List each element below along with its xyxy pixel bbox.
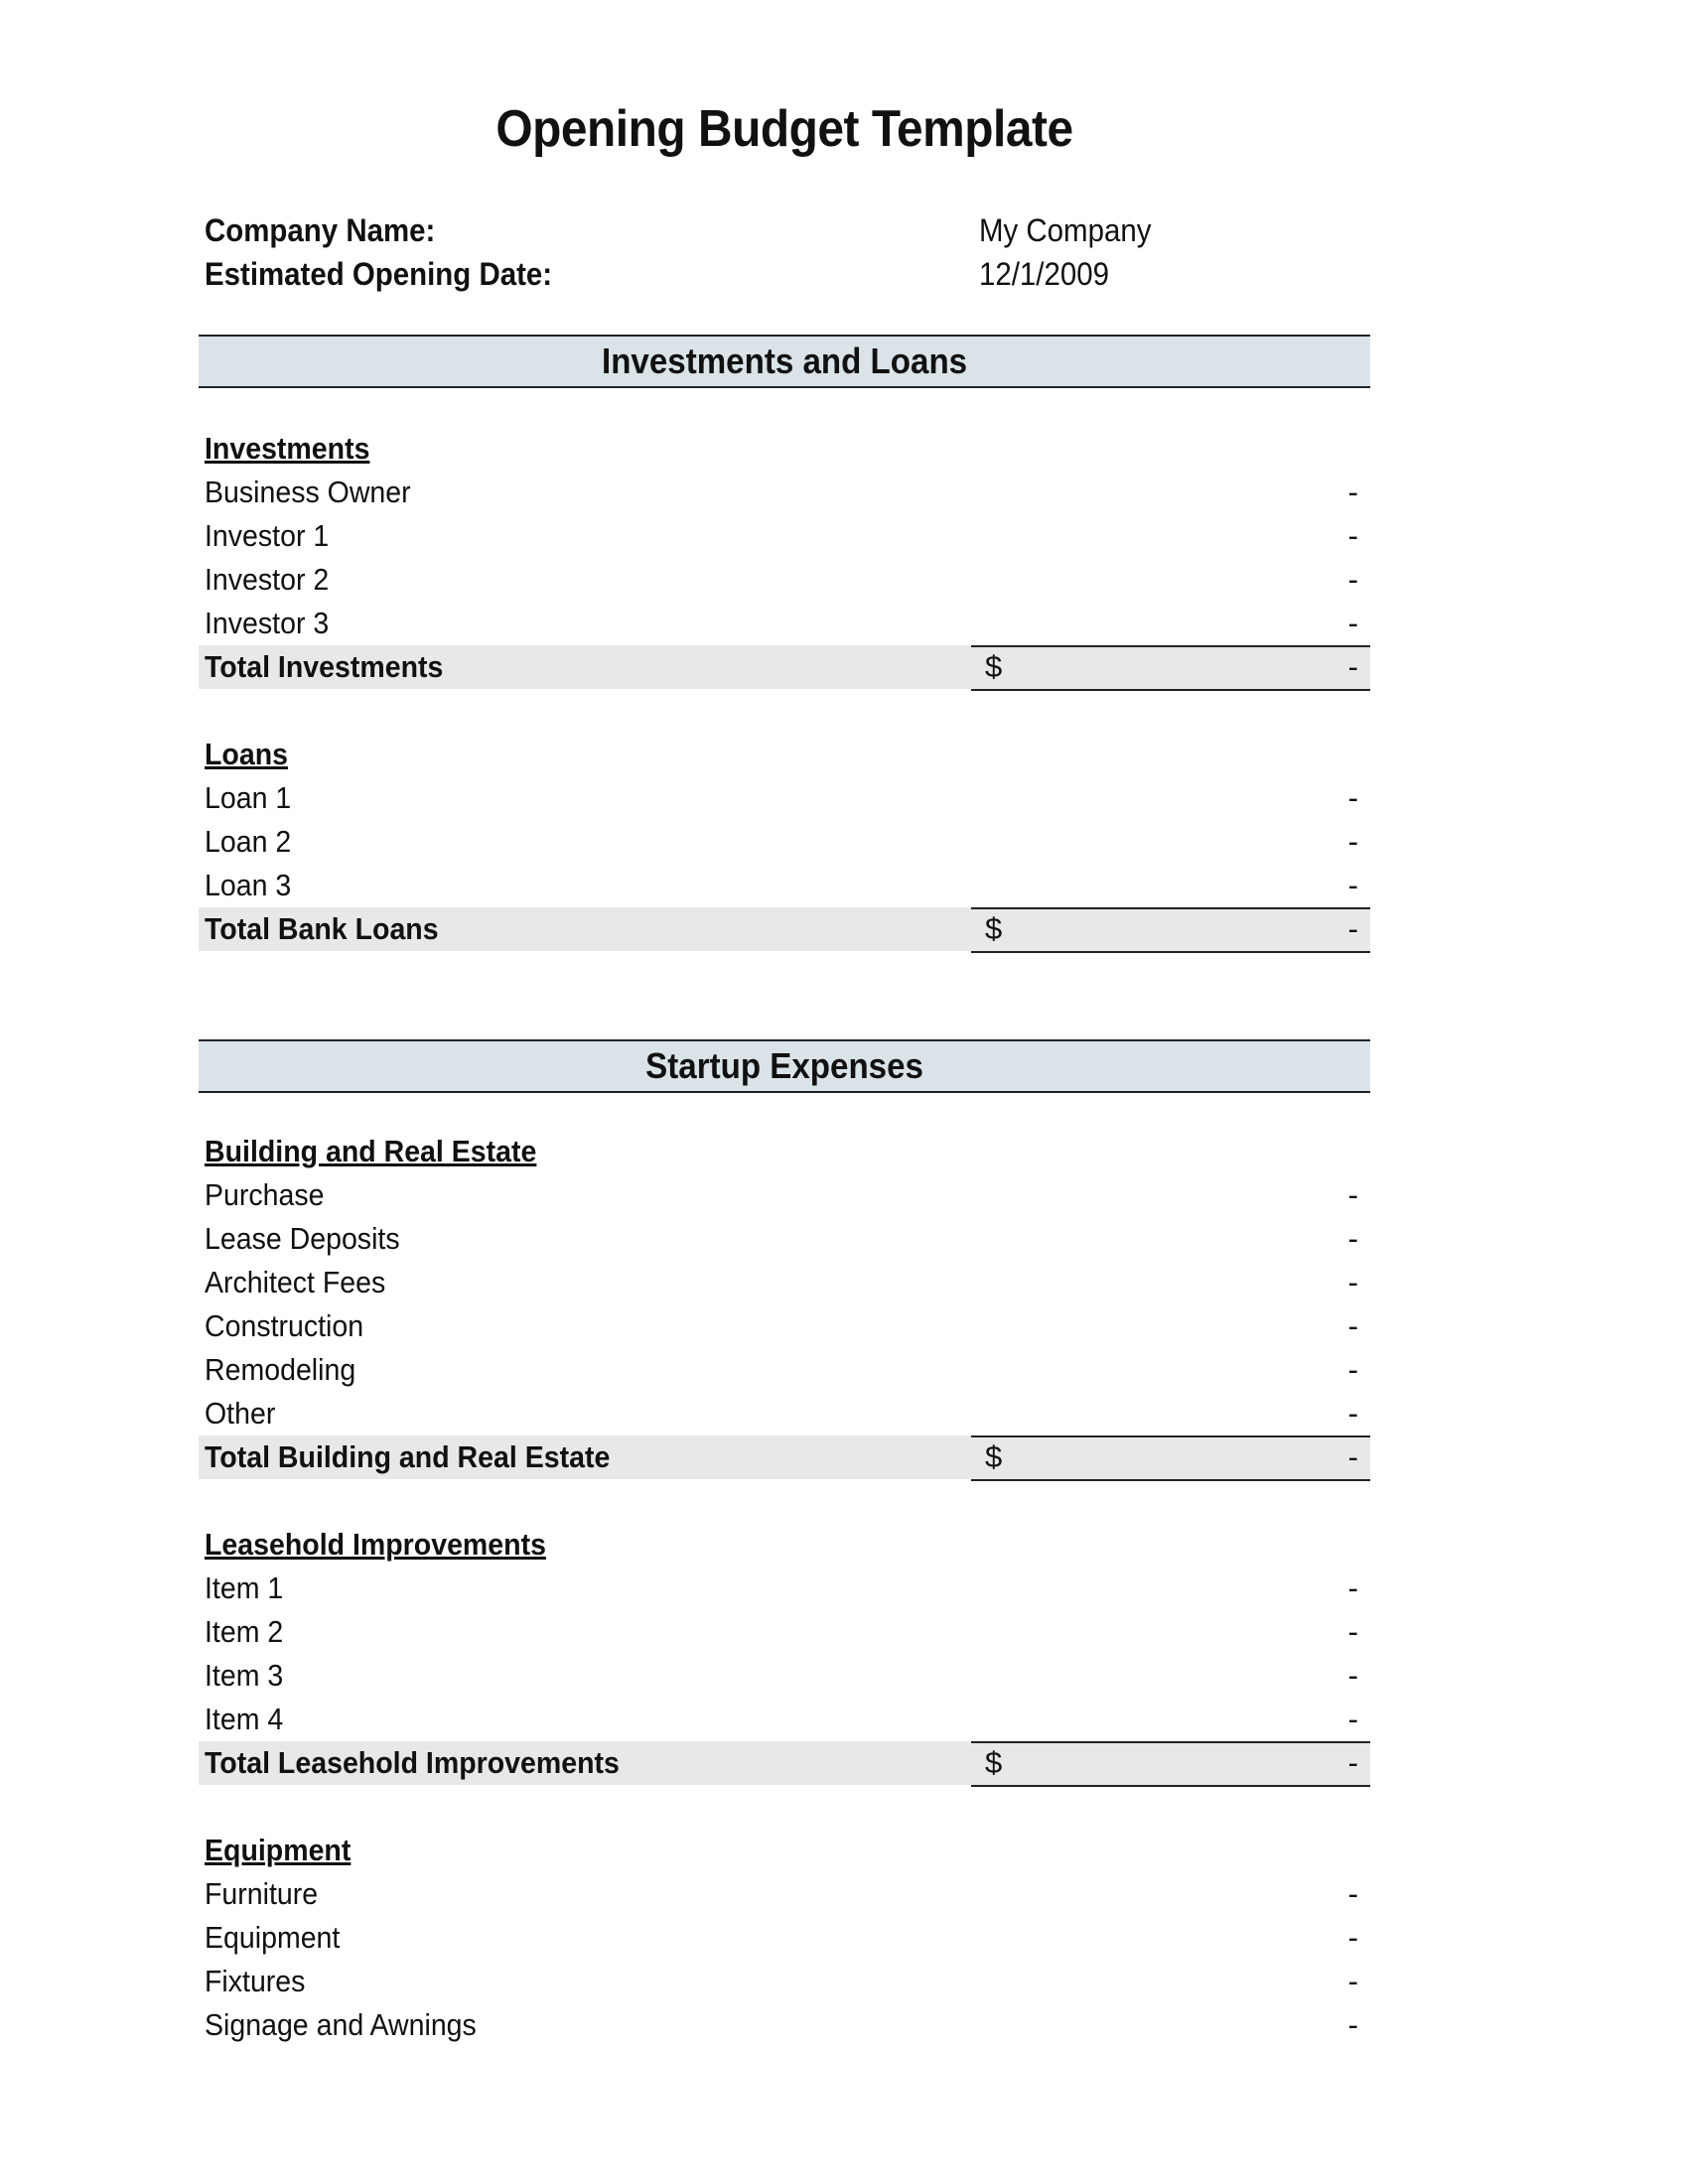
- line-item[interactable]: [199, 2003, 1370, 2047]
- section-band-title: Startup Expenses: [645, 1045, 923, 1086]
- opening-date-label: Estimated Opening Date:: [205, 256, 553, 292]
- total-row-building: [199, 1435, 1370, 1479]
- total-value: -: [1347, 911, 1358, 946]
- section-heading-building: [199, 1130, 1370, 1173]
- line-item-value[interactable]: -: [1347, 1876, 1358, 1911]
- line-item[interactable]: [199, 602, 1370, 645]
- company-name-label: Company Name:: [205, 212, 436, 248]
- total-row-leasehold: [199, 1741, 1370, 1785]
- line-item-value[interactable]: -: [1347, 1177, 1358, 1212]
- currency-symbol: $: [985, 1439, 1003, 1474]
- line-item[interactable]: [199, 471, 1370, 514]
- line-item[interactable]: [199, 1610, 1370, 1654]
- line-item-label: Investor 3: [205, 606, 330, 640]
- total-label: Total Building and Real Estate: [205, 1439, 611, 1474]
- total-cell: [971, 1741, 1370, 1787]
- line-item-label: Loan 3: [205, 868, 292, 902]
- line-item-label: Investor 2: [205, 562, 330, 597]
- total-row-loans: [199, 907, 1370, 951]
- line-item-value[interactable]: -: [1347, 1221, 1358, 1256]
- total-value: -: [1347, 649, 1358, 684]
- section-heading-label: Building and Real Estate: [205, 1134, 537, 1168]
- total-value: -: [1347, 1439, 1358, 1474]
- line-item-label: Furniture: [205, 1876, 319, 1911]
- line-item[interactable]: [199, 820, 1370, 864]
- line-item-label: Item 4: [205, 1702, 284, 1736]
- line-item[interactable]: [199, 1916, 1370, 1960]
- line-item-value[interactable]: -: [1347, 518, 1358, 553]
- line-item-label: Item 3: [205, 1658, 284, 1693]
- line-item-value[interactable]: -: [1347, 1702, 1358, 1736]
- line-item-label: Fixtures: [205, 1964, 306, 1998]
- page-title: Opening Budget Template: [495, 100, 1073, 158]
- line-item[interactable]: [199, 1654, 1370, 1698]
- line-item-label: Business Owner: [205, 475, 411, 509]
- line-item-label: Loan 1: [205, 780, 292, 815]
- currency-symbol: $: [985, 649, 1003, 684]
- section-band-title: Investments and Loans: [601, 341, 968, 381]
- line-item-label: Remodeling: [205, 1352, 356, 1387]
- line-item-value[interactable]: -: [1347, 824, 1358, 859]
- line-item-value[interactable]: -: [1347, 2007, 1358, 2042]
- line-item-value[interactable]: -: [1347, 1964, 1358, 1998]
- total-label: Total Investments: [205, 649, 444, 684]
- total-value: -: [1347, 1745, 1358, 1780]
- line-item[interactable]: [199, 1261, 1370, 1304]
- currency-symbol: $: [985, 1745, 1003, 1780]
- line-item-label: Item 2: [205, 1614, 284, 1649]
- line-item[interactable]: [199, 558, 1370, 602]
- line-item-label: Signage and Awnings: [205, 2007, 477, 2042]
- line-item-value[interactable]: -: [1347, 780, 1358, 815]
- total-cell: [971, 907, 1370, 953]
- section-heading-investments: [199, 427, 1370, 471]
- line-item[interactable]: [199, 1698, 1370, 1741]
- line-item[interactable]: [199, 1872, 1370, 1916]
- line-item-value[interactable]: -: [1347, 1614, 1358, 1649]
- line-item-label: Construction: [205, 1308, 364, 1343]
- opening-date-value[interactable]: 12/1/2009: [979, 256, 1109, 292]
- total-label: Total Leasehold Improvements: [205, 1745, 620, 1780]
- section-heading-leasehold: [199, 1523, 1370, 1567]
- line-item-value[interactable]: -: [1347, 1920, 1358, 1955]
- section-heading-equipment: [199, 1829, 1370, 1872]
- line-item-value[interactable]: -: [1347, 1352, 1358, 1387]
- section-heading-label: Investments: [205, 431, 370, 466]
- line-item-label: Purchase: [205, 1177, 325, 1212]
- section-heading-label: Equipment: [205, 1833, 352, 1867]
- line-item-label: Other: [205, 1396, 276, 1431]
- line-item-label: Architect Fees: [205, 1265, 386, 1299]
- total-row-investments: [199, 645, 1370, 689]
- line-item-value[interactable]: -: [1347, 1658, 1358, 1693]
- line-item-value[interactable]: -: [1347, 475, 1358, 509]
- total-cell: [971, 645, 1370, 691]
- line-item[interactable]: [199, 1217, 1370, 1261]
- currency-symbol: $: [985, 911, 1003, 946]
- line-item-value[interactable]: -: [1347, 868, 1358, 902]
- line-item-value[interactable]: -: [1347, 1308, 1358, 1343]
- line-item[interactable]: [199, 776, 1370, 820]
- line-item-value[interactable]: -: [1347, 562, 1358, 597]
- line-item-value[interactable]: -: [1347, 1396, 1358, 1431]
- line-item-value[interactable]: -: [1347, 1265, 1358, 1299]
- line-item[interactable]: [199, 1392, 1370, 1435]
- line-item-value[interactable]: -: [1347, 1570, 1358, 1605]
- section-heading-loans: [199, 733, 1370, 776]
- line-item[interactable]: [199, 1173, 1370, 1217]
- line-item[interactable]: [199, 864, 1370, 907]
- section-heading-label: Leasehold Improvements: [205, 1527, 546, 1562]
- company-name-row: [205, 212, 1366, 256]
- line-item-label: Loan 2: [205, 824, 292, 859]
- section-band-startup-expenses: [199, 1039, 1370, 1093]
- line-item[interactable]: [199, 1348, 1370, 1392]
- line-item-label: Equipment: [205, 1920, 341, 1955]
- line-item[interactable]: [199, 1567, 1370, 1610]
- total-label: Total Bank Loans: [205, 911, 439, 946]
- line-item-label: Lease Deposits: [205, 1221, 400, 1256]
- section-band-investments-loans: [199, 335, 1370, 388]
- section-heading-label: Loans: [205, 737, 288, 771]
- line-item[interactable]: [199, 514, 1370, 558]
- line-item[interactable]: [199, 1304, 1370, 1348]
- line-item[interactable]: [199, 1960, 1370, 2003]
- company-name-value[interactable]: My Company: [979, 212, 1152, 248]
- line-item-value[interactable]: -: [1347, 606, 1358, 640]
- line-item-label: Item 1: [205, 1570, 284, 1605]
- opening-date-row: [205, 256, 1366, 300]
- total-cell: [971, 1435, 1370, 1481]
- line-item-label: Investor 1: [205, 518, 330, 553]
